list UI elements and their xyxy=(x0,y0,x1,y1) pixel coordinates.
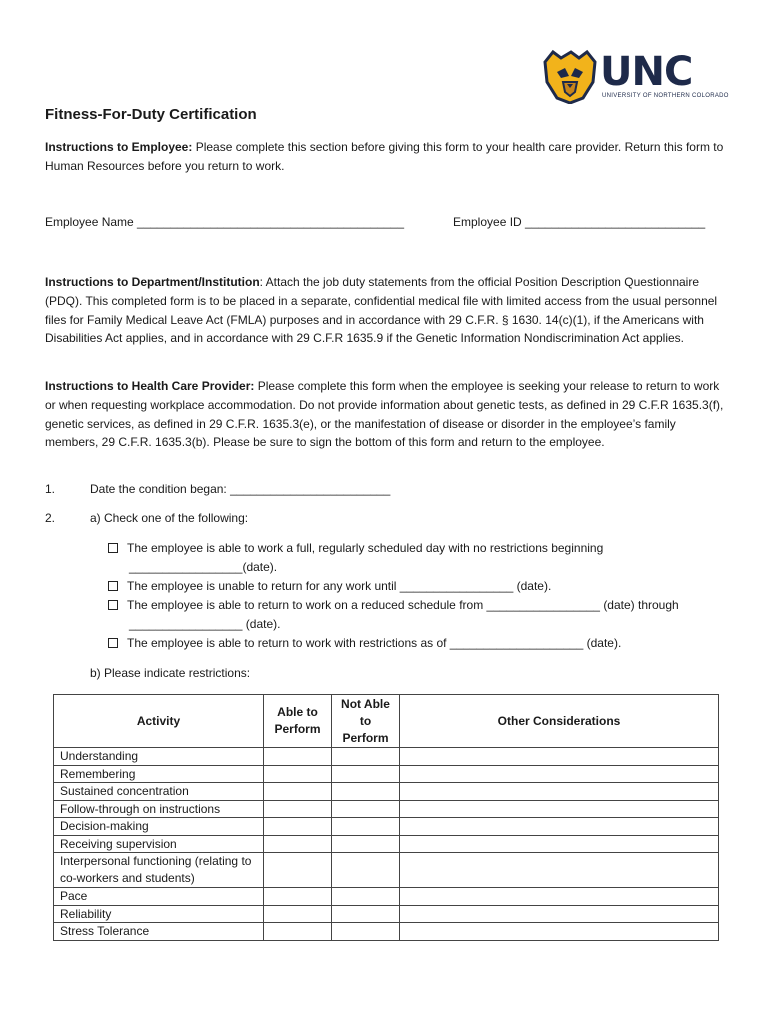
activity-cell: Receiving supervision xyxy=(54,835,264,853)
not-able-cell[interactable] xyxy=(332,923,400,941)
option-reduced-schedule xyxy=(108,596,723,634)
activity-cell: Remembering xyxy=(54,765,264,783)
option-text: The employee is able to return to work with restrictions as of ____________________ (date). xyxy=(127,636,622,650)
other-cell[interactable] xyxy=(400,765,719,783)
item-number: 2. xyxy=(45,511,56,525)
option-text: The employee is able to work a full, regularly scheduled day with no restrictions beginning xyxy=(127,541,604,555)
able-cell[interactable] xyxy=(264,853,332,888)
checkbox[interactable] xyxy=(108,581,118,591)
table-row xyxy=(54,783,719,801)
table-row xyxy=(54,905,719,923)
other-cell[interactable] xyxy=(400,853,719,888)
logo-subtitle: UNIVERSITY OF NORTHERN COLORADO xyxy=(602,93,729,99)
table-row xyxy=(54,835,719,853)
able-cell[interactable] xyxy=(264,748,332,766)
not-able-cell[interactable] xyxy=(332,905,400,923)
employee-instructions xyxy=(45,138,725,176)
employee-id-field[interactable]: Employee ID ___________________________ xyxy=(453,215,706,229)
checkbox[interactable] xyxy=(108,600,118,610)
not-able-cell[interactable] xyxy=(332,888,400,906)
activity-cell: Decision-making xyxy=(54,818,264,836)
activity-cell: Follow-through on instructions xyxy=(54,800,264,818)
table-row xyxy=(54,818,719,836)
not-able-cell[interactable] xyxy=(332,853,400,888)
option-text: The employee is able to return to work on a reduced schedule from _________________ (date) through xyxy=(127,598,679,612)
table-row xyxy=(54,853,719,888)
other-cell[interactable] xyxy=(400,905,719,923)
checkbox[interactable] xyxy=(108,638,118,648)
other-cell[interactable] xyxy=(400,835,719,853)
checkbox[interactable] xyxy=(108,543,118,553)
table-row xyxy=(54,800,719,818)
department-instructions xyxy=(45,273,725,348)
other-cell[interactable] xyxy=(400,818,719,836)
condition-date-field[interactable]: Date the condition began: ________________________ xyxy=(90,482,391,496)
able-cell[interactable] xyxy=(264,800,332,818)
check-one-label: a) Check one of the following: xyxy=(90,511,249,525)
other-cell[interactable] xyxy=(400,923,719,941)
activity-cell: Stress Tolerance xyxy=(54,923,264,941)
able-cell[interactable] xyxy=(264,818,332,836)
employee-instructions-text: Please complete this section before giving this form to your health care provider. Return this form to Human Resources before you return to work. xyxy=(45,140,724,173)
header-able: Able to Perform xyxy=(264,695,332,748)
activity-cell: Sustained concentration xyxy=(54,783,264,801)
item-number: 1. xyxy=(45,482,56,496)
able-cell[interactable] xyxy=(264,765,332,783)
employee-instructions-label: Instructions to Employee: xyxy=(45,140,193,154)
department-instructions-label: Instructions to Department/Institution xyxy=(45,275,260,289)
activity-cell: Reliability xyxy=(54,905,264,923)
not-able-cell[interactable] xyxy=(332,818,400,836)
table-row xyxy=(54,748,719,766)
not-able-cell[interactable] xyxy=(332,765,400,783)
option-continuation: _________________(date). xyxy=(129,560,278,574)
option-with-restrictions xyxy=(108,634,723,653)
activity-cell: Understanding xyxy=(54,748,264,766)
other-cell[interactable] xyxy=(400,748,719,766)
able-cell[interactable] xyxy=(264,835,332,853)
activity-cell: Interpersonal functioning (relating to co-workers and students) xyxy=(54,853,264,888)
table-row xyxy=(54,765,719,783)
header-activity: Activity xyxy=(54,695,264,748)
employee-name-field[interactable]: Employee Name ________________________________________ xyxy=(45,215,404,229)
provider-instructions-label: Instructions to Health Care Provider: xyxy=(45,379,255,393)
restrictions-table xyxy=(53,694,719,941)
option-text: The employee is unable to return for any work until _________________ (date). xyxy=(127,579,552,593)
table-header-row xyxy=(54,695,719,748)
department-instructions-text: : Attach the job duty statements from the official Position Description Questionnaire (PDQ). This completed form is to be placed in a separate, confidential medical file with limited access from the usual personnel files for Family Medical Leave Act (FMLA) purposes and in accordance with 29 C.F.R. § 1630. 14(c)(1), if the Americans with Disabilities Act applies, and in accordance with 29 C.F.R 1635.9 if the Genetic Information Nondiscrimination Act applies. xyxy=(45,275,718,346)
able-cell[interactable] xyxy=(264,905,332,923)
option-unable-to-return xyxy=(108,577,723,596)
not-able-cell[interactable] xyxy=(332,800,400,818)
able-cell[interactable] xyxy=(264,923,332,941)
other-cell[interactable] xyxy=(400,888,719,906)
not-able-cell[interactable] xyxy=(332,783,400,801)
logo-wordmark: UNC xyxy=(600,49,693,95)
option-continuation: _________________ (date). xyxy=(129,617,281,631)
other-cell[interactable] xyxy=(400,800,719,818)
able-cell[interactable] xyxy=(264,888,332,906)
other-cell[interactable] xyxy=(400,783,719,801)
able-cell[interactable] xyxy=(264,783,332,801)
restrictions-label: b) Please indicate restrictions: xyxy=(90,666,251,680)
page-title: Fitness-For-Duty Certification xyxy=(45,106,257,123)
provider-instructions xyxy=(45,377,725,452)
provider-instructions-text: Please complete this form when the employee is seeking your release to return to work or when requesting workplace accommodation. Do not provide information about genetic tests, as defined in 29 C.F.R 1635.3(f), genetic services, as defined in 29 C.F.R. 1635.3(e), or the manifestation of disease or disorder in the employee’s family members, 29 C.F.R. 1635.3(b). Please be sure to sign the bottom of this form and return to the employee. xyxy=(45,379,724,450)
activity-cell: Pace xyxy=(54,888,264,906)
table-row xyxy=(54,888,719,906)
table-row xyxy=(54,923,719,941)
not-able-cell[interactable] xyxy=(332,748,400,766)
header-not-able: Not Able to Perform xyxy=(332,695,400,748)
not-able-cell[interactable] xyxy=(332,835,400,853)
option-full-duty xyxy=(108,539,723,577)
header-other: Other Considerations xyxy=(400,695,719,748)
